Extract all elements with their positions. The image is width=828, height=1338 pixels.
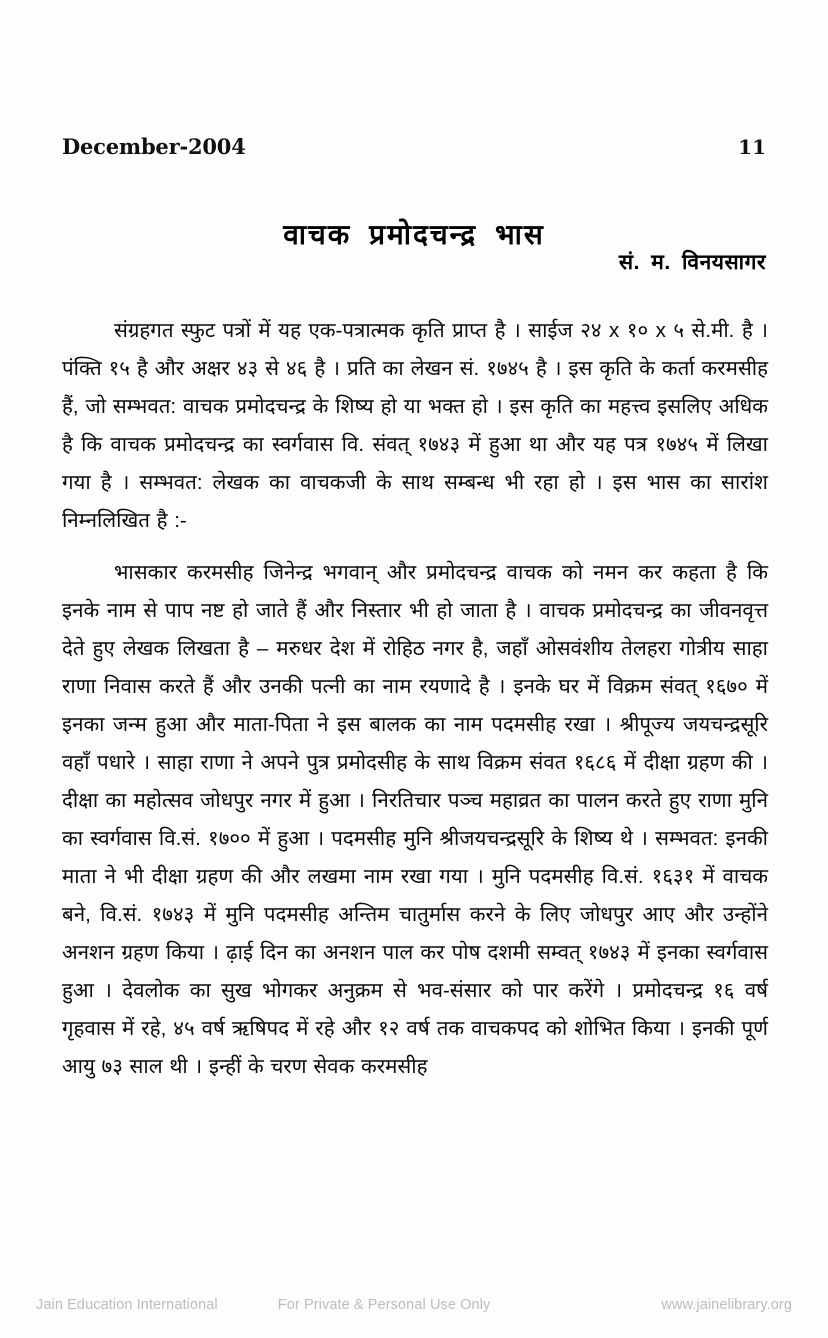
footer-website-url[interactable]: www.jainelibrary.org — [661, 1297, 792, 1313]
page-footer — [36, 1297, 792, 1313]
footer-usage-notice: For Private & Personal Use Only — [277, 1297, 491, 1313]
article-body — [62, 312, 768, 1086]
running-head — [62, 134, 766, 164]
footer-organization: Jain Education International — [36, 1297, 218, 1313]
article-title: वाचक प्रमोदचन्द्र भास — [283, 218, 545, 250]
page-number: 11 — [738, 135, 766, 159]
body-paragraph: भासकार करमसीह जिनेन्द्र भगवान् और प्रमोदचन्द्र वाचक को नमन कर कहता है कि इनके नाम से पाप नष्ट हो जाते हैं और निस्तार भी हो जाता है । वाचक प्रमोदचन्द्र का जीवनवृत्त देते हुए लेखक लिखता है – मरुधर देश में रोहिठ नगर है, जहाँ ओसवंशीय तेलहरा गोत्रीय साहा राणा निवास करते हैं और उनकी पत्नी का नाम रयणादे है । इनके घर में विक्रम संवत् १६७० में इनका जन्म हुआ और माता-पिता ने इस बालक का नाम पदमसीह रखा । श्रीपूज्य जयचन्द्रसूरि वहाँ पधारे । साहा राणा ने अपने पुत्र प्रमोदसीह के साथ विक्रम संवत १६८६ में दीक्षा ग्रहण की । दीक्षा का महोत्सव जोधपुर नगर में हुआ । निरतिचार पञ्च महाव्रत का पालन करते हुए राणा मुनि का स्वर्गवास वि.सं. १७०० में हुआ । पदमसीह मुनि श्रीजयचन्द्रसूरि के शिष्य थे । सम्भवत: इनकी माता ने भी दीक्षा ग्रहण की और लखमा नाम रखा गया । मुनि पदमसीह वि.सं. १६३१ में वाचक बने, वि.सं. १७४३ में मुनि पदमसीह अन्तिम चातुर्मास करने के लिए जोधपुर आए और उन्होंने अनशन ग्रहण किया । ढ़ाई दिन का अनशन पाल कर पोष दशमी सम्वत् १७४३ में इनका स्वर्गवास हुआ । देवलोक का सुख भोगकर अनुक्रम से भव-संसार को पार करेंगे । प्रमोदचन्द्र १६ वर्ष गृहवास में रहे, ४५ वर्ष ऋषिपद में रहे और १२ वर्ष तक वाचकपद को शोभित किया । इनकी पूर्ण आयु ७३ साल थी । इन्हीं के चरण सेवक करमसीह — [62, 561, 768, 1078]
issue-date: December-2004 — [62, 134, 246, 159]
article-byline: सं. म. विनयसागर — [618, 251, 766, 274]
body-paragraph: संग्रहगत स्फुट पत्रों में यह एक-पत्रात्मक कृति प्राप्त है । साईज २४ x १० x ५ से.मी. है । पंक्ति १५ है और अक्षर ४३ से ४६ है । प्रति का लेखन सं. १७४५ है । इस कृति के कर्ता करमसीह हैं, जो सम्भवत: वाचक प्रमोदचन्द्र के शिष्य हो या भक्त हो । इस कृति का महत्त्व इसलिए अधिक है कि वाचक प्रमोदचन्द्र का स्वर्गवास वि. संवत् १७४३ में हुआ था और यह पत्र १७४५ में लिखा गया है । सम्भवत: लेखक का वाचकजी के साथ सम्बन्ध भी रहा हो । इस भास का सारांश निम्नलिखित है :- — [62, 319, 768, 532]
